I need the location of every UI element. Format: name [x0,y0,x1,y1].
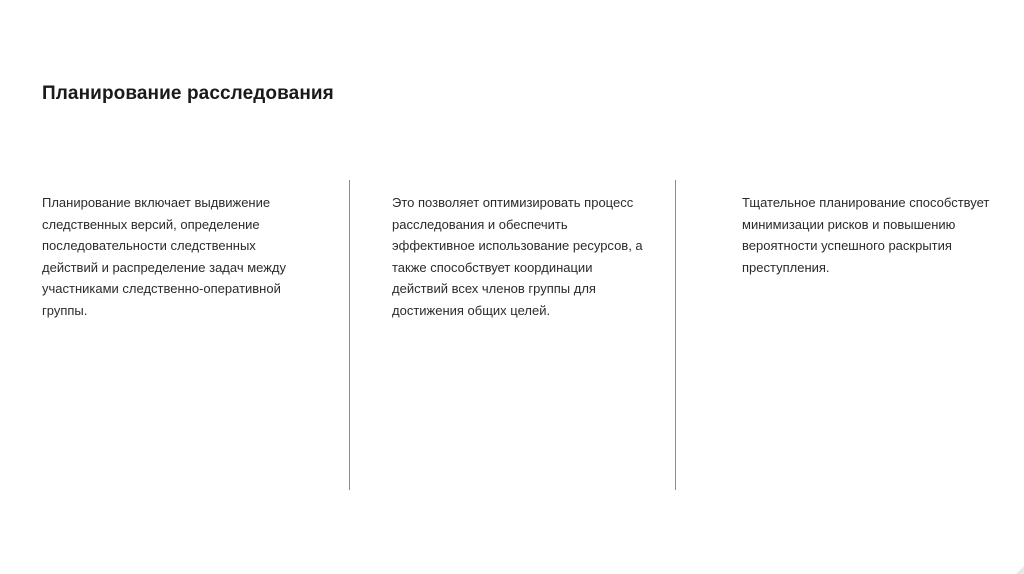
column-text-1: Планирование включает выдвижение следственных версий, определение последовательности следственных действий и распределение задач между участниками следственно-оперативной группы. [42,195,287,318]
column-divider [349,180,350,490]
page-corner-decoration [1016,566,1024,574]
column-text-2: Это позволяет оптимизировать процесс расследования и обеспечить эффективное использование ресурсов, а также способствует координации действий всех членов группы для достижения общих целей. [392,195,643,318]
slide-title: Планирование расследования [42,83,334,104]
column-divider [675,180,676,490]
column-text-3: Тщательное планирование способствует минимизации рисков и повышению вероятности успешного раскрытия преступления. [742,195,990,275]
